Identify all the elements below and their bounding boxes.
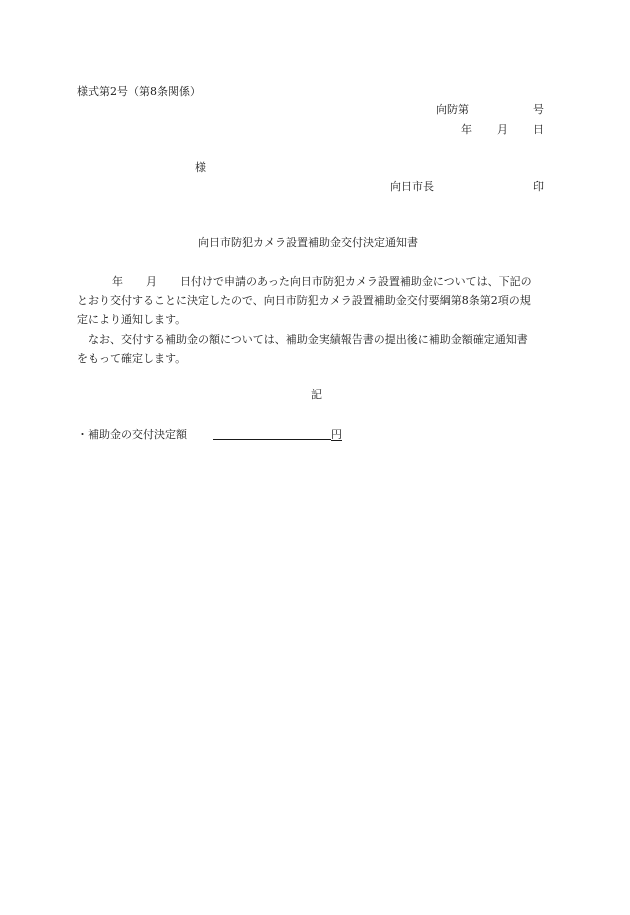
addressee-honorific: 様	[195, 161, 206, 174]
body-year-label: 年	[112, 275, 123, 288]
body-line-1	[77, 276, 532, 287]
date-year-label: 年	[461, 123, 472, 136]
body-line-5: をもって確定します。	[77, 352, 187, 365]
ki-heading: 記	[311, 388, 322, 401]
form-number-label: 様式第2号（第8条関係）	[77, 85, 201, 98]
amount-unit: 円	[331, 428, 342, 441]
amount-row	[77, 428, 342, 441]
amount-label: ・補助金の交付決定額	[77, 428, 187, 441]
body-month-label: 月	[146, 275, 157, 288]
body-line-2: とおり交付することに決定したので、向日市防犯カメラ設置補助金交付要綱第8条第2項の規	[77, 294, 531, 307]
body-line-1-text: 日付けで申請のあった向日市防犯カメラ設置補助金については、下記の	[180, 275, 532, 288]
issuer-name: 向日市長	[390, 180, 434, 193]
body-line-3: 定により通知します。	[77, 313, 187, 326]
document-title: 向日市防犯カメラ設置補助金交付決定通知書	[198, 236, 418, 249]
seal-mark: 印	[533, 180, 544, 193]
document-number-suffix: 号	[533, 103, 544, 116]
document-number-prefix: 向防第	[436, 103, 469, 116]
date-month-label: 月	[497, 123, 508, 136]
body-line-4: なお、交付する補助金の額については、補助金実績報告書の提出後に補助金額確定通知書	[77, 333, 528, 346]
amount-blank-line	[213, 428, 331, 440]
date-day-label: 日	[533, 123, 544, 136]
